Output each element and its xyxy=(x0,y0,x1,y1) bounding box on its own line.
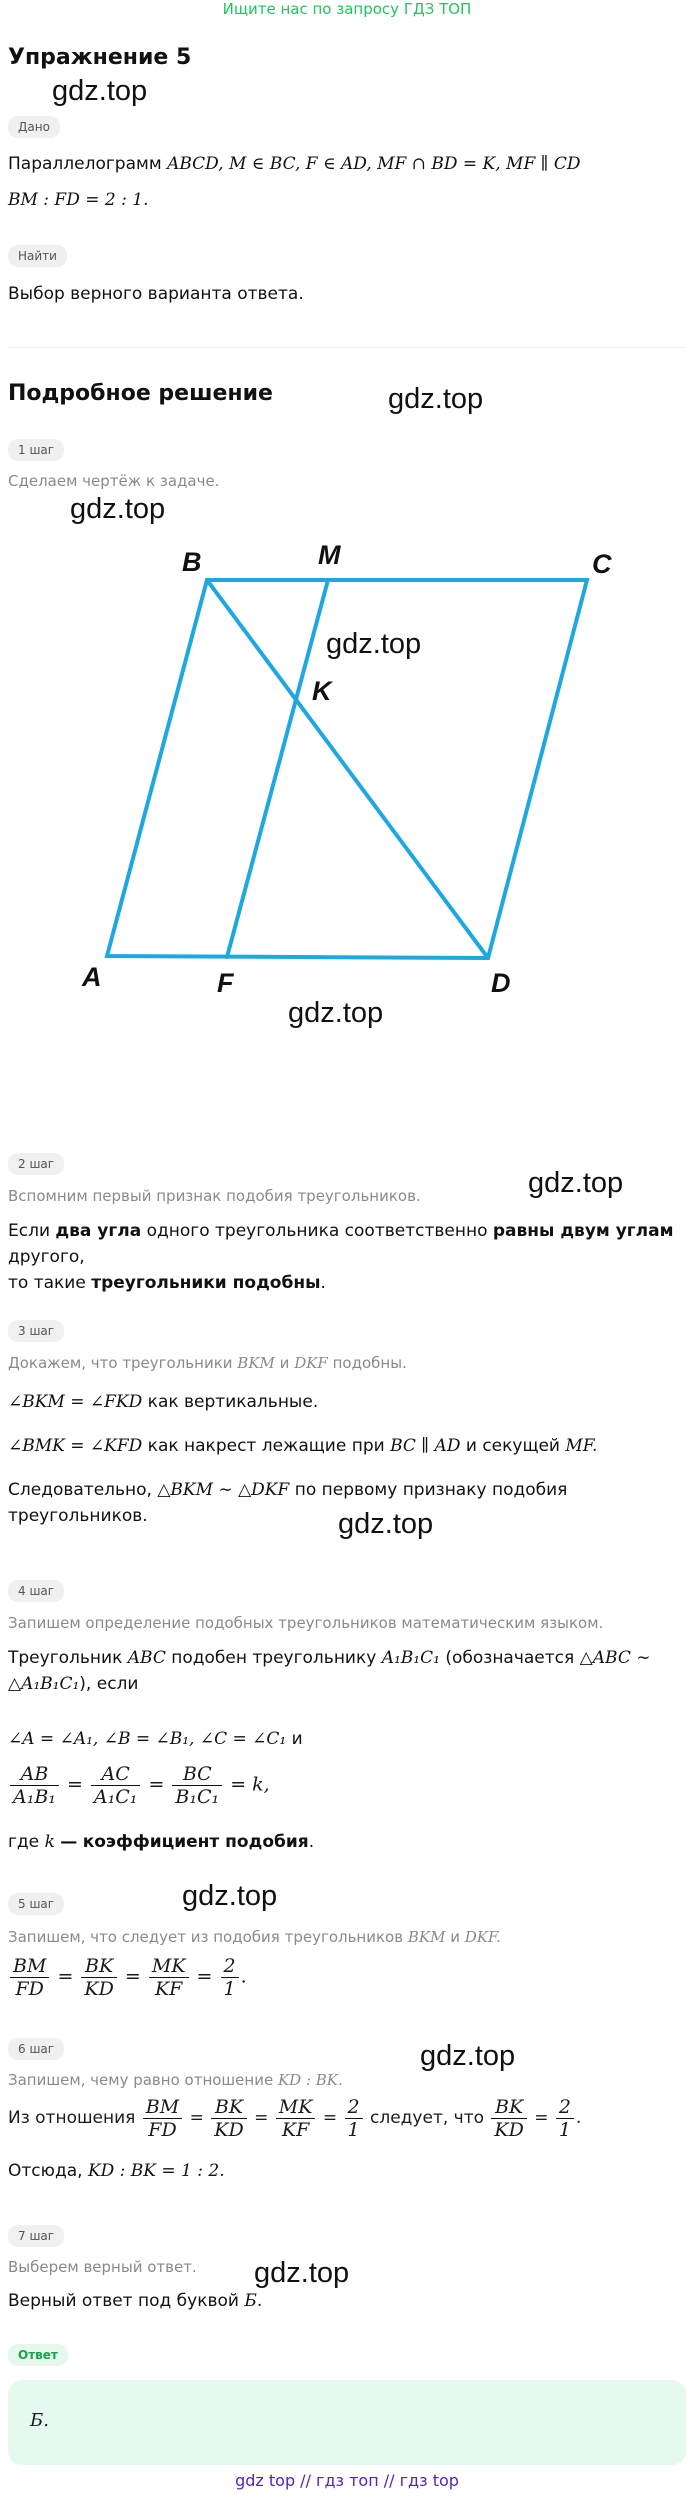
text: Если xyxy=(8,1221,51,1241)
find-chip-label: Найти xyxy=(8,245,67,267)
watermark: gdz.top xyxy=(388,383,484,415)
step-3-chip xyxy=(8,1320,64,1342)
text: следует, что xyxy=(370,2108,485,2128)
watermark: gdz.top xyxy=(326,628,422,660)
fraction xyxy=(10,1763,59,1808)
bold-text: коэффициент подобия xyxy=(82,1832,309,1852)
find-text: Выбор верного варианта ответа. xyxy=(8,284,304,304)
label-k: K xyxy=(312,676,332,706)
answer-value: Б. xyxy=(30,2410,49,2431)
math: △ABC ∼ xyxy=(579,1648,651,1668)
text: Верный ответ под буквой xyxy=(8,2291,239,2311)
fraction xyxy=(345,2096,363,2141)
numerator: AB xyxy=(10,1763,59,1786)
step-4-def xyxy=(8,1645,678,1697)
step-chip-label: 1 шаг xyxy=(8,439,64,461)
fraction xyxy=(276,2096,316,2141)
numerator: AC xyxy=(91,1763,141,1786)
step-1-note: Сделаем чертёж к задаче. xyxy=(8,472,220,490)
fraction xyxy=(81,1955,116,2000)
fraction xyxy=(211,2096,246,2141)
text: одного треугольника соответственно xyxy=(146,1221,488,1241)
denominator: 1 xyxy=(558,2119,572,2141)
numerator: 2 xyxy=(221,1955,239,1978)
step-7-text xyxy=(8,2288,678,2314)
text: по первому признаку подобия xyxy=(294,1480,568,1500)
math: A₁B₁C₁ xyxy=(381,1648,440,1668)
text: Из отношения xyxy=(8,2108,136,2128)
given-chip-label: Дано xyxy=(8,116,60,138)
find-chip xyxy=(8,245,67,267)
text: и xyxy=(450,1928,460,1946)
text: . xyxy=(576,2108,582,2128)
denominator: FD xyxy=(148,2119,177,2141)
denominator: 1 xyxy=(223,1978,236,2000)
step-2-text xyxy=(8,1218,678,1296)
math: BKM xyxy=(237,1354,275,1372)
math: ∠BKM = ∠FKD xyxy=(8,1392,143,1412)
text: Запишем, что следует из подобия треугольников xyxy=(8,1928,404,1946)
text: . xyxy=(240,1965,247,1988)
step-4-where xyxy=(8,1829,678,1855)
math: KD : BK = 1 : 2. xyxy=(87,2161,225,2181)
text: . xyxy=(308,1832,315,1852)
denominator: B₁C₁ xyxy=(175,1786,220,1808)
numerator: 2 xyxy=(345,2096,363,2119)
text: подобны. xyxy=(332,1354,407,1372)
step-7-note: Выберем верный ответ. xyxy=(8,2258,197,2276)
fraction xyxy=(221,1955,239,2000)
text: как вертикальные. xyxy=(147,1392,319,1412)
numerator: BK xyxy=(211,2096,246,2119)
label-a: A xyxy=(82,962,102,992)
watermark: gdz.top xyxy=(420,2040,516,2072)
given-chip xyxy=(8,116,60,138)
fraction xyxy=(91,1763,141,1808)
step-5-note xyxy=(8,1924,678,1950)
bold-text: равны двум углам xyxy=(492,1221,674,1241)
math: △A₁B₁C₁ xyxy=(8,1674,80,1694)
text: и xyxy=(279,1354,290,1372)
text: и xyxy=(291,1729,303,1749)
math: ∠A = ∠A₁, ∠B = ∠B₁, ∠C = ∠C₁ xyxy=(8,1729,287,1749)
step-chip-label: 3 шаг xyxy=(8,1320,64,1342)
bold-text: треугольники подобны xyxy=(91,1273,321,1293)
text: Запишем, чему равно отношение xyxy=(8,2071,274,2089)
watermark: gdz.top xyxy=(254,2257,350,2289)
step-2-note: Вспомним первый признак подобия треугольников. xyxy=(8,1187,421,1205)
denominator: 1 xyxy=(347,2119,360,2141)
label-c: C xyxy=(592,549,612,579)
denominator: A₁B₁ xyxy=(13,1786,56,1808)
numerator: BM xyxy=(143,2096,182,2119)
fraction xyxy=(143,2096,182,2141)
fraction xyxy=(149,1955,189,2000)
answer-chip-label: Ответ xyxy=(8,2344,68,2366)
step-chip-label: 6 шаг xyxy=(8,2038,64,2060)
watermark: gdz.top xyxy=(182,1880,278,1912)
math: DKF xyxy=(294,1354,328,1372)
text: где xyxy=(8,1832,40,1852)
math: Б. xyxy=(244,2291,263,2311)
denominator: FD xyxy=(15,1978,44,2000)
step-chip-label: 7 шаг xyxy=(8,2225,64,2247)
denominator: KD xyxy=(214,2119,244,2141)
denominator: A₁C₁ xyxy=(93,1786,138,1808)
step-chip-label: 2 шаг xyxy=(8,1153,64,1175)
exercise-title: Упражнение 5 xyxy=(8,45,192,70)
step-7-chip xyxy=(8,2225,64,2247)
denominator: KD xyxy=(494,2119,524,2141)
text: ), если xyxy=(79,1674,139,1694)
fraction xyxy=(172,1763,222,1808)
step-6-equation: Из отношения $\frac{BM}{FD}$ = $\frac{BK}{KD}$ = $\frac{MK}{KF}$ = $\frac{2}{1}$ следует, что $\frac{BK}{KD}$ = $\frac{2}{1}$ . xyxy=(8,2096,582,2141)
footer-links[interactable]: gdz top // гдз топ // гдз top xyxy=(235,2471,459,2490)
watermark: gdz.top xyxy=(528,1167,624,1199)
search-hint-link[interactable]: Ищите нас по запросу ГДЗ ТОП xyxy=(222,0,472,18)
text: Докажем, что треугольники xyxy=(8,1354,233,1372)
step-1-chip xyxy=(8,439,64,461)
numerator: BM xyxy=(10,1955,49,1978)
answer-box xyxy=(8,2380,686,2465)
math: ∠BMK = ∠KFD xyxy=(8,1436,143,1456)
math: k xyxy=(44,1832,55,1852)
fraction xyxy=(491,2096,526,2141)
step-3-note xyxy=(8,1350,678,1376)
label-b: B xyxy=(182,547,202,577)
math: DKF. xyxy=(464,1928,501,1946)
text: Следовательно, xyxy=(8,1480,152,1500)
text: Треугольник xyxy=(8,1648,123,1668)
text: . xyxy=(320,1273,326,1293)
bold-text: два угла xyxy=(55,1221,142,1241)
step-chip-label: 4 шаг xyxy=(8,1580,64,1602)
denominator: KF xyxy=(154,1978,183,2000)
parallelogram-diagram xyxy=(0,520,694,1040)
step-4-note: Запишем определение подобных треугольников математическим языком. xyxy=(8,1614,604,1632)
text: как накрест лежащие при xyxy=(147,1436,385,1456)
step-chip-label: 5 шаг xyxy=(8,1893,64,1915)
math: △BKM ∼ △DKF xyxy=(157,1480,290,1500)
text: то такие xyxy=(8,1273,86,1293)
given-text: Параллелограмм xyxy=(8,154,162,174)
text: другого, xyxy=(8,1247,85,1267)
fraction xyxy=(556,2096,574,2141)
text: подобен треугольнику xyxy=(171,1648,377,1668)
watermark: gdz.top xyxy=(52,75,148,107)
numerator: MK xyxy=(149,1955,189,1978)
text: треугольников. xyxy=(8,1506,148,1526)
label-f: F xyxy=(217,968,234,998)
step-3-line-2 xyxy=(8,1433,678,1459)
watermark: gdz.top xyxy=(70,493,166,525)
math: KD : BK. xyxy=(277,2071,343,2089)
given-math-2: BM : FD = 2 : 1. xyxy=(8,190,149,210)
text: (обозначается xyxy=(445,1648,575,1668)
answer-chip xyxy=(8,2344,68,2366)
text: и секущей xyxy=(465,1436,560,1456)
denominator: KD xyxy=(84,1978,114,2000)
denominator: KF xyxy=(281,2119,310,2141)
given-math-1: ABCD, M ∈ BC, F ∈ AD, MF ∩ BD = K, MF ∥ CD xyxy=(167,154,581,174)
given-line-1 xyxy=(8,151,678,177)
step-3-line-1 xyxy=(8,1389,678,1415)
step-6-result xyxy=(8,2158,678,2184)
numerator: BK xyxy=(491,2096,526,2119)
solution-title: Подробное решение xyxy=(8,381,273,406)
numerator: MK xyxy=(276,2096,316,2119)
divider xyxy=(8,347,686,348)
fraction xyxy=(10,1955,49,2000)
step-6-note xyxy=(8,2067,678,2093)
step-6-chip xyxy=(8,2038,64,2060)
math: BKM xyxy=(407,1928,446,1946)
watermark: gdz.top xyxy=(288,997,384,1029)
segment-mf xyxy=(227,580,328,957)
bold-text: — xyxy=(60,1832,78,1852)
step-4-ratio-equation: $\frac{AB}{\text{A₁B₁}}$ = $\frac{AC}{\text{A₁C₁}}$ = $\frac{BC}{\text{B₁C₁}}$ = k, xyxy=(8,1763,270,1808)
numerator: 2 xyxy=(556,2096,574,2119)
watermark: gdz.top xyxy=(338,1508,434,1540)
step-5-chip xyxy=(8,1893,64,1915)
label-m: M xyxy=(318,540,341,570)
math: ABC xyxy=(127,1648,166,1668)
math: = k, xyxy=(230,1773,270,1796)
step-4-chip xyxy=(8,1580,64,1602)
numerator: BC xyxy=(172,1763,222,1786)
math: MF. xyxy=(565,1436,598,1456)
math: BC ∥ AD xyxy=(390,1436,461,1456)
step-4-angles xyxy=(8,1726,678,1752)
numerator: BK xyxy=(81,1955,116,1978)
step-5-equation: $\frac{BM}{FD}$ = $\frac{BK}{KD}$ = $\frac{MK}{KF}$ = $\frac{2}{1}$ . xyxy=(8,1955,247,2000)
label-d: D xyxy=(491,968,511,998)
text: Отсюда, xyxy=(8,2161,83,2181)
step-2-chip xyxy=(8,1153,64,1175)
